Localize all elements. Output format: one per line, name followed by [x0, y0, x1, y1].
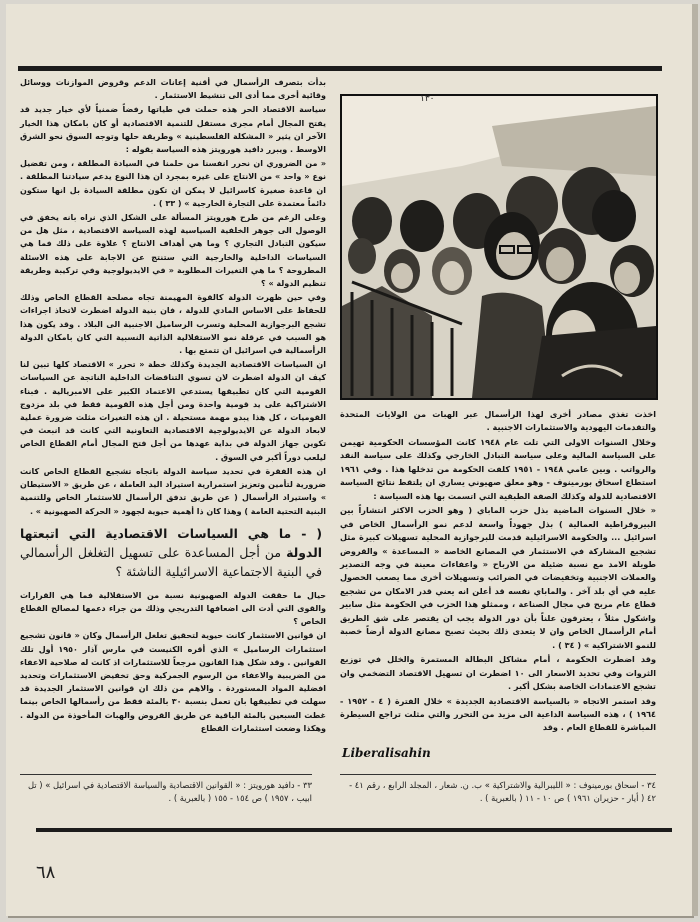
paragraph: سياسة الاقتصاد الحر هذه حملت في طياتها رفضاً ضمنياً لأي خيار جديد قد يفتح المجال أمام مجرى مستقل للتنمية الاقتصادية أو كان بامكان هذا الخيار الآخر ان يثير « المشكلة الفلسطينية » وطريقة حلها وتوجه السوق نحو الشرق الاوسط . ويبرر دافيد هورويتز هذه السياسة بقوله :	[20, 105, 326, 155]
subheading-lead: ( - ما هي السياسات الاقتصادية التي اتبعتها الدولة	[20, 525, 322, 560]
subheading-rest: من أجل المساعدة على تسهيل التغلغل الرأسمالي في البنية الاجتماعية الاسرائيلية الناشئة ؟	[20, 544, 322, 579]
signature-stamp: Liberalisahin	[342, 746, 431, 760]
paragraph: اخذت تغذي مصادر أخرى لهذا الرأسمال عبر الهبات من الولايات المتحدة والتقدمات اليهودية والاستثمارات الاجنبية .	[340, 409, 656, 433]
quote-paragraph: « من الضروري ان نحرر انفسنا من حلمنا في السيادة المطلقة ، ومن تفضيل نوع « واحد » من الانتاج على غيره بمجرد ان هذا النوع يدعم سيادتنا المطلقة . ان قاعدة صغيرة كاسرائيل لا يمكن ان تكون مطلقة السيادة بل انها ستكون دائماً معتمدة على التجارة الخارجية » ( ٣٣ ) .	[20, 159, 326, 208]
crowd-photo-image	[342, 96, 656, 398]
paragraph: وخلال السنوات الاولى التي تلت عام ١٩٤٨ كانت المؤسسات الحكومية تهيمن على السياسة المالية وعلى سياسة التبادل الخارجي وكذلك على سياسة النقد والرواتب . وبين عامي ١٩٤٨ - ١٩٥١ كلفت الحكومة من تدخلها هذا . وفي ١٩٦١ استطاع اسحاق بورمينوف - وهو معلق صهيوني يساري ان يلتقط نتائج السياسة الاقتصادية للدولة وكذلك الصفة الطبقية التي اتسمت بها هذه السياسة :	[340, 436, 656, 501]
right-text-column	[340, 408, 656, 736]
paragraph: ان السياسات الاقتصادية الجديدة وكذلك خطة « تحرر » الاقتصاد كلها تبين لنا كيف ان الدولة اضطرت لان تسوي التناقضات الداخلية الناتجة عن السياسات القومية التي كان تطبيقها يستدعي الاعتماد الكبير على الامبريالية . فبناء الاشتراكية على يد قومية واحدة ومن أجل هذه القومية فقط في بلد مزدوج القوميات ، كل هذا يبدو مهمة مستحيلة . ان هذه التغيرات مثلت ضرورة عملية لابعاد الدولة عن الايديولوجية الاقتصادية التعاونية التي كانت قد انبعث في تكوين جهاز الدولة في بداية عهدها من أجل فتح المجال أمام القطاع الخاص ليلعب دوراً أكبر في السوق .	[20, 360, 326, 462]
page-edge	[692, 4, 698, 916]
quote-paragraph: « خلال السنوات الماضية بذل حزب الماباي ( وهو الحزب الاكثر انتشاراً بين البيروقراطية العمالية ) بذل جهوداً واسعة لدعم نمو الرأسمال الخاص في اسرائيل ... والحكومة الاسرائيلية قدمت للبرجوازية المحلية تسهيلات كبيرة مثل تشجيع المشاركة في الاستثمار في المصانع الخاصة « المساعدة » والقروض طويلة الامد مع نسبة ضئيلة من الارباح « واعفاءات معينة في وجه التصدير والعملات الاجنبية وتخفيضات في الضرائب وتسهيلات أخرى مما يصعب الحصول عليه في أي بلد آخر . والماباي نفسه قد أعلن انه يعني قدر الامكان من تشجيع قطاع عام مربح في مجال الصناعة ، وممثلو هذا الحزب في الحكومة مثل سابير واشكول مثلاً ، يعترفون علناً بأن دور الدولة يجب ان يقتصر على شق الطريق أمام الرأسمال الخاص وان لا يتعدى ذلك بحيث تصبح مصانع الدولة أرضاً خصبة للنمو الاشتراكية » ( ٣٤ ) .	[340, 505, 656, 650]
paragraph: ان هذه الفقرة في تحديد سياسة الدولة باتجاه تشجيع القطاع الخاص كانت ضرورية لتأمين وتعزيز استمرارية استيراد اليد العاملة ، عن طريق « الاستيطان » واستيراد الرأسمال ( عن طريق تدفق الرأسمال للاستثمار الخاص وللتنمية البنية التحتية العامة ) وهذا كان ذا أهمية حيوية لجهود « الحركة الصهيونية » .	[20, 466, 326, 516]
paragraph: بدأت بتصرف الرأسمال في أقنية إعانات الدعم وقروض الموازنات ووسائل وقائية أخرى مما أدى الى تنشيط الاستثمار .	[20, 78, 326, 101]
paragraph: وفي حين ظهرت الدولة كالقوة المهيمنة تجاه مصلحة القطاع الخاص وذلك للحفاظ على الاساس المادي للدولة ، فان بنية الدولة اضطرت لاتخاذ اجراءات تشجع البرجوازية المحلية وتسرب الرساميل الاجنبية الى البلاد . وقد يكون هذا هو السبب في عرقلة نمو الاستقلالية الذاتية النسبية التي كان بامكان الدولة الرأسمالية في اسرائيل ان تتمتع بها .	[20, 293, 326, 356]
footnote-34: ٣٤ - اسحاق بورمينوف : « الليبرالية والاشتراكية » ب. ن. شعار ، المجلد الرابع ، رقم ٤١ - ٤٢ ( أيار - حزيران ١٩٦١ ) ص ١٠ - ١١ ( بالعبرية ) .	[340, 774, 656, 805]
left-text-column	[20, 76, 326, 736]
paragraph: ان قوانين الاستثمار كانت حيوية لتحقيق تغلغل الرأسمال وكان « قانون تشجيع استثمارات الرساميل » الذي أقره الكنيست في مارس آذار ١٩٥٠ أول تلك القوانين . وقد شكل هذا القانون مرجعاً للاستثمارات اذ كانت له صلاحية الاعفاء من الضريبية والاعفاء من الرسوم الجمركية وحق تخفيض الاستثمارات وتحديد افضلية المواد المستوردة . والاهم من ذلك ان قوانين الاستثمار الجديدة قد سهلت في تطبيقها بان تعمل بنسبة ٣٠ بالمئة فقط من رأسمالها الخاص بينما غطت السبعين بالمئة الباقية عن طريق القروض والهبات المأخوذة من الدولة . وهكذا وضعت استثمارات القطاع	[20, 631, 327, 733]
crowd-photo	[340, 94, 658, 400]
page-number: ٦٨	[36, 862, 56, 883]
paragraph: حيال ما حققت الدولة الصهيونية نسبة من الاستقلالية فما هي القرارات والقوى التي أدت الى اضعافها التدريجي وذلك من جراء دعمها لمصالح القطاع الخاص ؟	[20, 590, 326, 627]
photo-number: ١٣٠	[420, 94, 435, 104]
section-subheading	[20, 524, 326, 581]
paragraph: وقد استمر الاتجاه « بالسياسة الاقتصادية الجديدة » خلال الفترة ( ٤ - ١٩٥٢ - ١٩٦٤ ) ، هذه السياسة الداعية الى مزيد من التحرر والتي مثلت تراجع السيطرة المباشرة للقطاع العام . وقد	[340, 695, 657, 733]
bottom-rule	[36, 828, 672, 832]
top-rule	[18, 66, 662, 71]
magazine-page	[6, 4, 692, 916]
paragraph: وقد اضطرت الحكومة ، أمام مشاكل البطالة المستمرة والخلل في توزيع الثروات وفي تحديد الاسعار الى ١٠ اضطرت ان تسهيل الاقتصاد التضخمي وان تشجع الاعتمادات الخاصة بشكل أكبر .	[340, 654, 656, 692]
paragraph: وعلى الرغم من طرح هورويتز المسألة على الشكل الذي نراه بانه يخفق في الوصول الى جوهر الخلفية السياسية لهذه السياسة الاقتصادية ، مثل هل من سيكون التبادل التجاري ؟ وما هي أهداف الانتاج ؟ علاوة على ذلك فما هي السياسات الداخلية والخارجية التي ستنتج عن الاجابة على هذه الاسئلة المطروحة ؟ ما هي التغيرات المطلوبة « في الايديولوجية وفي تركيبة وطريقة تنظيم الدولة » ؟	[20, 213, 326, 289]
footnote-33: ٣٣ - دافيد هورويتز : « القوانين الاقتصادية والسياسة الاقتصادية في اسرائيل » ( تل ابيب ، ١٩٥٧ ) ص ١٥٤ - ١٥٥ ( بالعبرية ) .	[20, 774, 312, 805]
